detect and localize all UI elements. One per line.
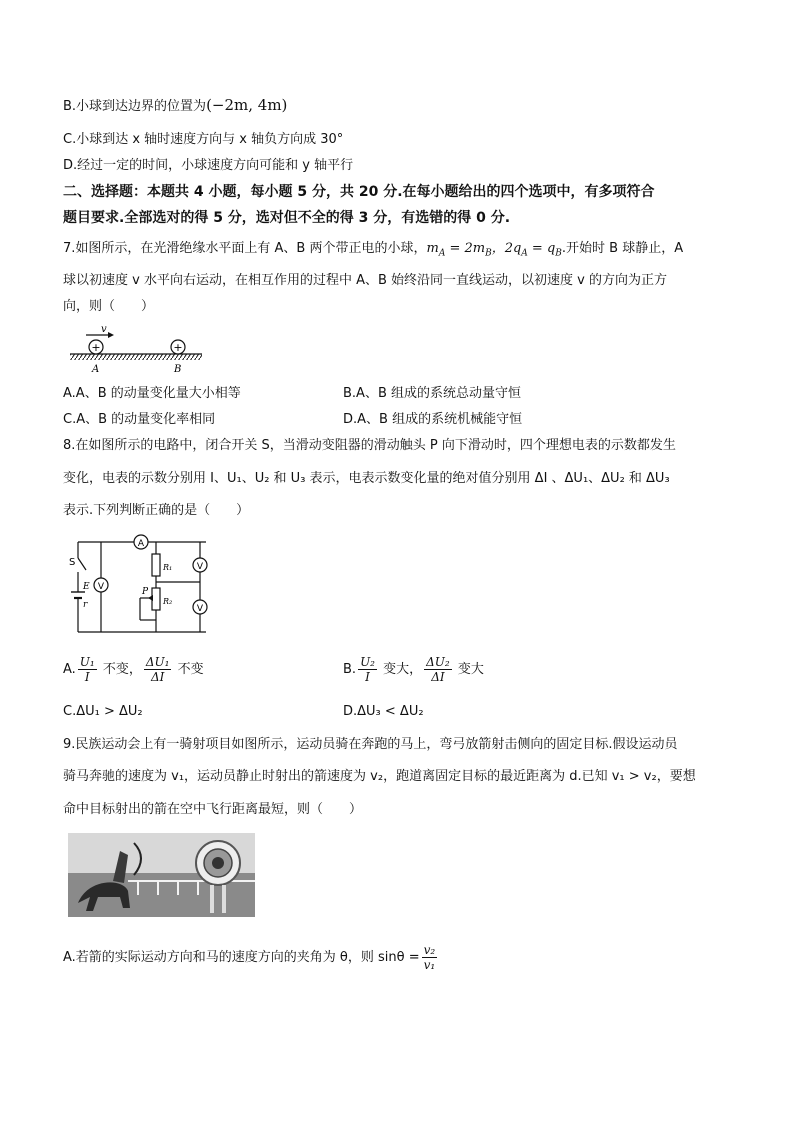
q8-option-d: D.ΔU₃ < ΔU₂ <box>343 704 424 719</box>
q8-option-b-mid: 变大， <box>379 662 423 677</box>
q7-sub-qb: B <box>555 248 562 259</box>
frac-den: I <box>365 670 370 684</box>
frac-den: ΔI <box>431 670 445 684</box>
frac-den: I <box>84 670 90 684</box>
emf-label: E <box>83 582 90 592</box>
q7-option-c: C.A、B 的动量变化率相同 <box>63 412 216 427</box>
q6-option-c: C.小球到达 x 轴时速度方向与 x 轴负方向成 30° <box>63 132 344 147</box>
q7-ball-b-sign: + <box>173 341 183 354</box>
q8-option-a-end: 不变 <box>173 662 204 677</box>
frac-num: U₂ <box>360 655 375 669</box>
ammeter-label: A <box>137 539 145 549</box>
q7-option-a: A.A、B 的动量变化量大小相等 <box>63 386 241 401</box>
q7-stem-line1 <box>63 240 683 263</box>
q7-stem-line3: 向，则（ ） <box>63 299 155 314</box>
voltmeter-v3-label: V <box>97 582 105 592</box>
q8-stem-line3: 表示.下列判断正确的是（ ） <box>63 503 250 518</box>
q7-ball-a-sign: + <box>91 341 101 354</box>
q7-charge-a: ，2q <box>491 241 522 256</box>
q7-sub-a: A <box>438 248 446 259</box>
q8-option-a-frac1 <box>78 655 97 684</box>
q8-option-b-frac2 <box>424 655 452 684</box>
q9-archery-photo <box>68 833 255 917</box>
q9-stem-line1: 9.民族运动会上有一骑射项目如图所示，运动员骑在奔跑的马上，弯弓放箭射击侧向的固定目标.假设运动员 <box>63 737 678 752</box>
frac-num: U₁ <box>79 655 95 669</box>
q7-option-d: D.A、B 组成的系统机械能守恒 <box>343 412 523 427</box>
q7-label-a: A <box>92 364 100 374</box>
q8-stem-line1: 8.在如图所示的电路中，闭合开关 S，当滑动变阻器的滑动触头 P 向下滑动时，四个理想电表的示数都发生 <box>63 438 676 453</box>
voltmeter-v2-label: V <box>196 604 204 614</box>
q8-option-a-frac2 <box>144 655 172 684</box>
internal-r-label: r <box>83 600 88 610</box>
voltmeter-v1-label: V <box>196 562 204 572</box>
section2-heading-line1: 二、选择题：本题共 4 小题，每小题 5 分，共 20 分.在每小题给出的四个选项中，有多项符合 <box>63 184 655 200</box>
q8-option-b-letter: B. <box>343 662 357 677</box>
q9-option-a-frac <box>422 943 438 972</box>
q7-hatched-floor <box>70 354 202 360</box>
q7-option-b: B.A、B 组成的系统总动量守恒 <box>343 386 521 401</box>
r1-label: R₁ <box>163 563 173 572</box>
frac-den: ΔI <box>150 670 165 684</box>
q8-option-a-letter: A. <box>63 662 76 677</box>
slider-p-label: P <box>142 587 149 597</box>
frac-num: v₂ <box>423 943 436 957</box>
q9-option-a-text: A.若箭的实际运动方向和马的速度方向的夹角为 θ，则 sinθ = <box>63 950 420 965</box>
q8-option-b <box>343 652 484 688</box>
section2-heading-line2: 题目要求.全部选对的得 5 分，选对但不全的得 3 分，有选错的得 0 分. <box>63 210 511 226</box>
frac-num: ΔU₁ <box>145 655 170 669</box>
q8-option-a-mid: 不变， <box>98 662 142 677</box>
q9-photo-drawing <box>68 833 255 917</box>
q9-stem-line2: 骑马奔驰的速度为 v₁，运动员静止时射出的箭速度为 v₂，跑道离固定目标的最近距离为 d.已知 v₁ > v₂，要想 <box>63 769 696 784</box>
q9-stem-line3: 命中目标射出的箭在空中飞行距离最短，则（ ） <box>63 802 363 817</box>
switch-label: S <box>69 557 76 568</box>
q7-stem-line2: 球以初速度 v 水平向右运动，在相互作用的过程中 A、B 始终沿同一直线运动，以初速度 v 的方向为正方 <box>63 273 667 288</box>
q7-figure <box>68 322 208 374</box>
q8-option-b-frac1 <box>358 655 377 684</box>
q6-option-b-text: B.小球到达边界的位置为 <box>63 99 207 114</box>
q8-option-b-end: 变大 <box>453 662 484 677</box>
slider-arrow <box>148 595 153 601</box>
q8-stem-line2: 变化，电表的示数分别用 I、U₁、U₂ 和 U₃ 表示，电表示数变化量的绝对值分别用 ΔI 、ΔU₁、ΔU₂ 和 ΔU₃ <box>63 471 670 486</box>
q7-stem-text: 7.如图所示，在光滑绝缘水平面上有 A、B 两个带正电的小球， <box>63 241 427 256</box>
q7-stem-tail: .开始时 B 球静止，A <box>561 241 684 256</box>
q7-charge-b: = q <box>527 241 556 256</box>
q7-sub-b: B <box>485 248 492 259</box>
q8-option-a <box>63 652 204 688</box>
q7-mass-a: m <box>426 241 439 256</box>
q9-option-a <box>63 940 439 980</box>
q7-mass-b: = 2m <box>445 241 486 256</box>
q8-option-c: C.ΔU₁ > ΔU₂ <box>63 704 143 719</box>
q7-sub-qa: A <box>521 248 528 259</box>
frac-den: v₁ <box>423 958 436 972</box>
q7-label-b: B <box>174 364 182 374</box>
r2-label: R₂ <box>163 597 173 606</box>
frac-num: ΔU₂ <box>426 655 450 669</box>
q6-option-d: D.经过一定的时间，小球速度方向可能和 y 轴平行 <box>63 158 354 173</box>
q8-circuit-figure <box>66 530 216 636</box>
q6-option-b <box>63 96 287 116</box>
q7-arrow-head <box>108 332 114 338</box>
q6-option-b-value: (−2m, 4m) <box>206 96 288 114</box>
q7-label-v: v <box>101 324 107 335</box>
